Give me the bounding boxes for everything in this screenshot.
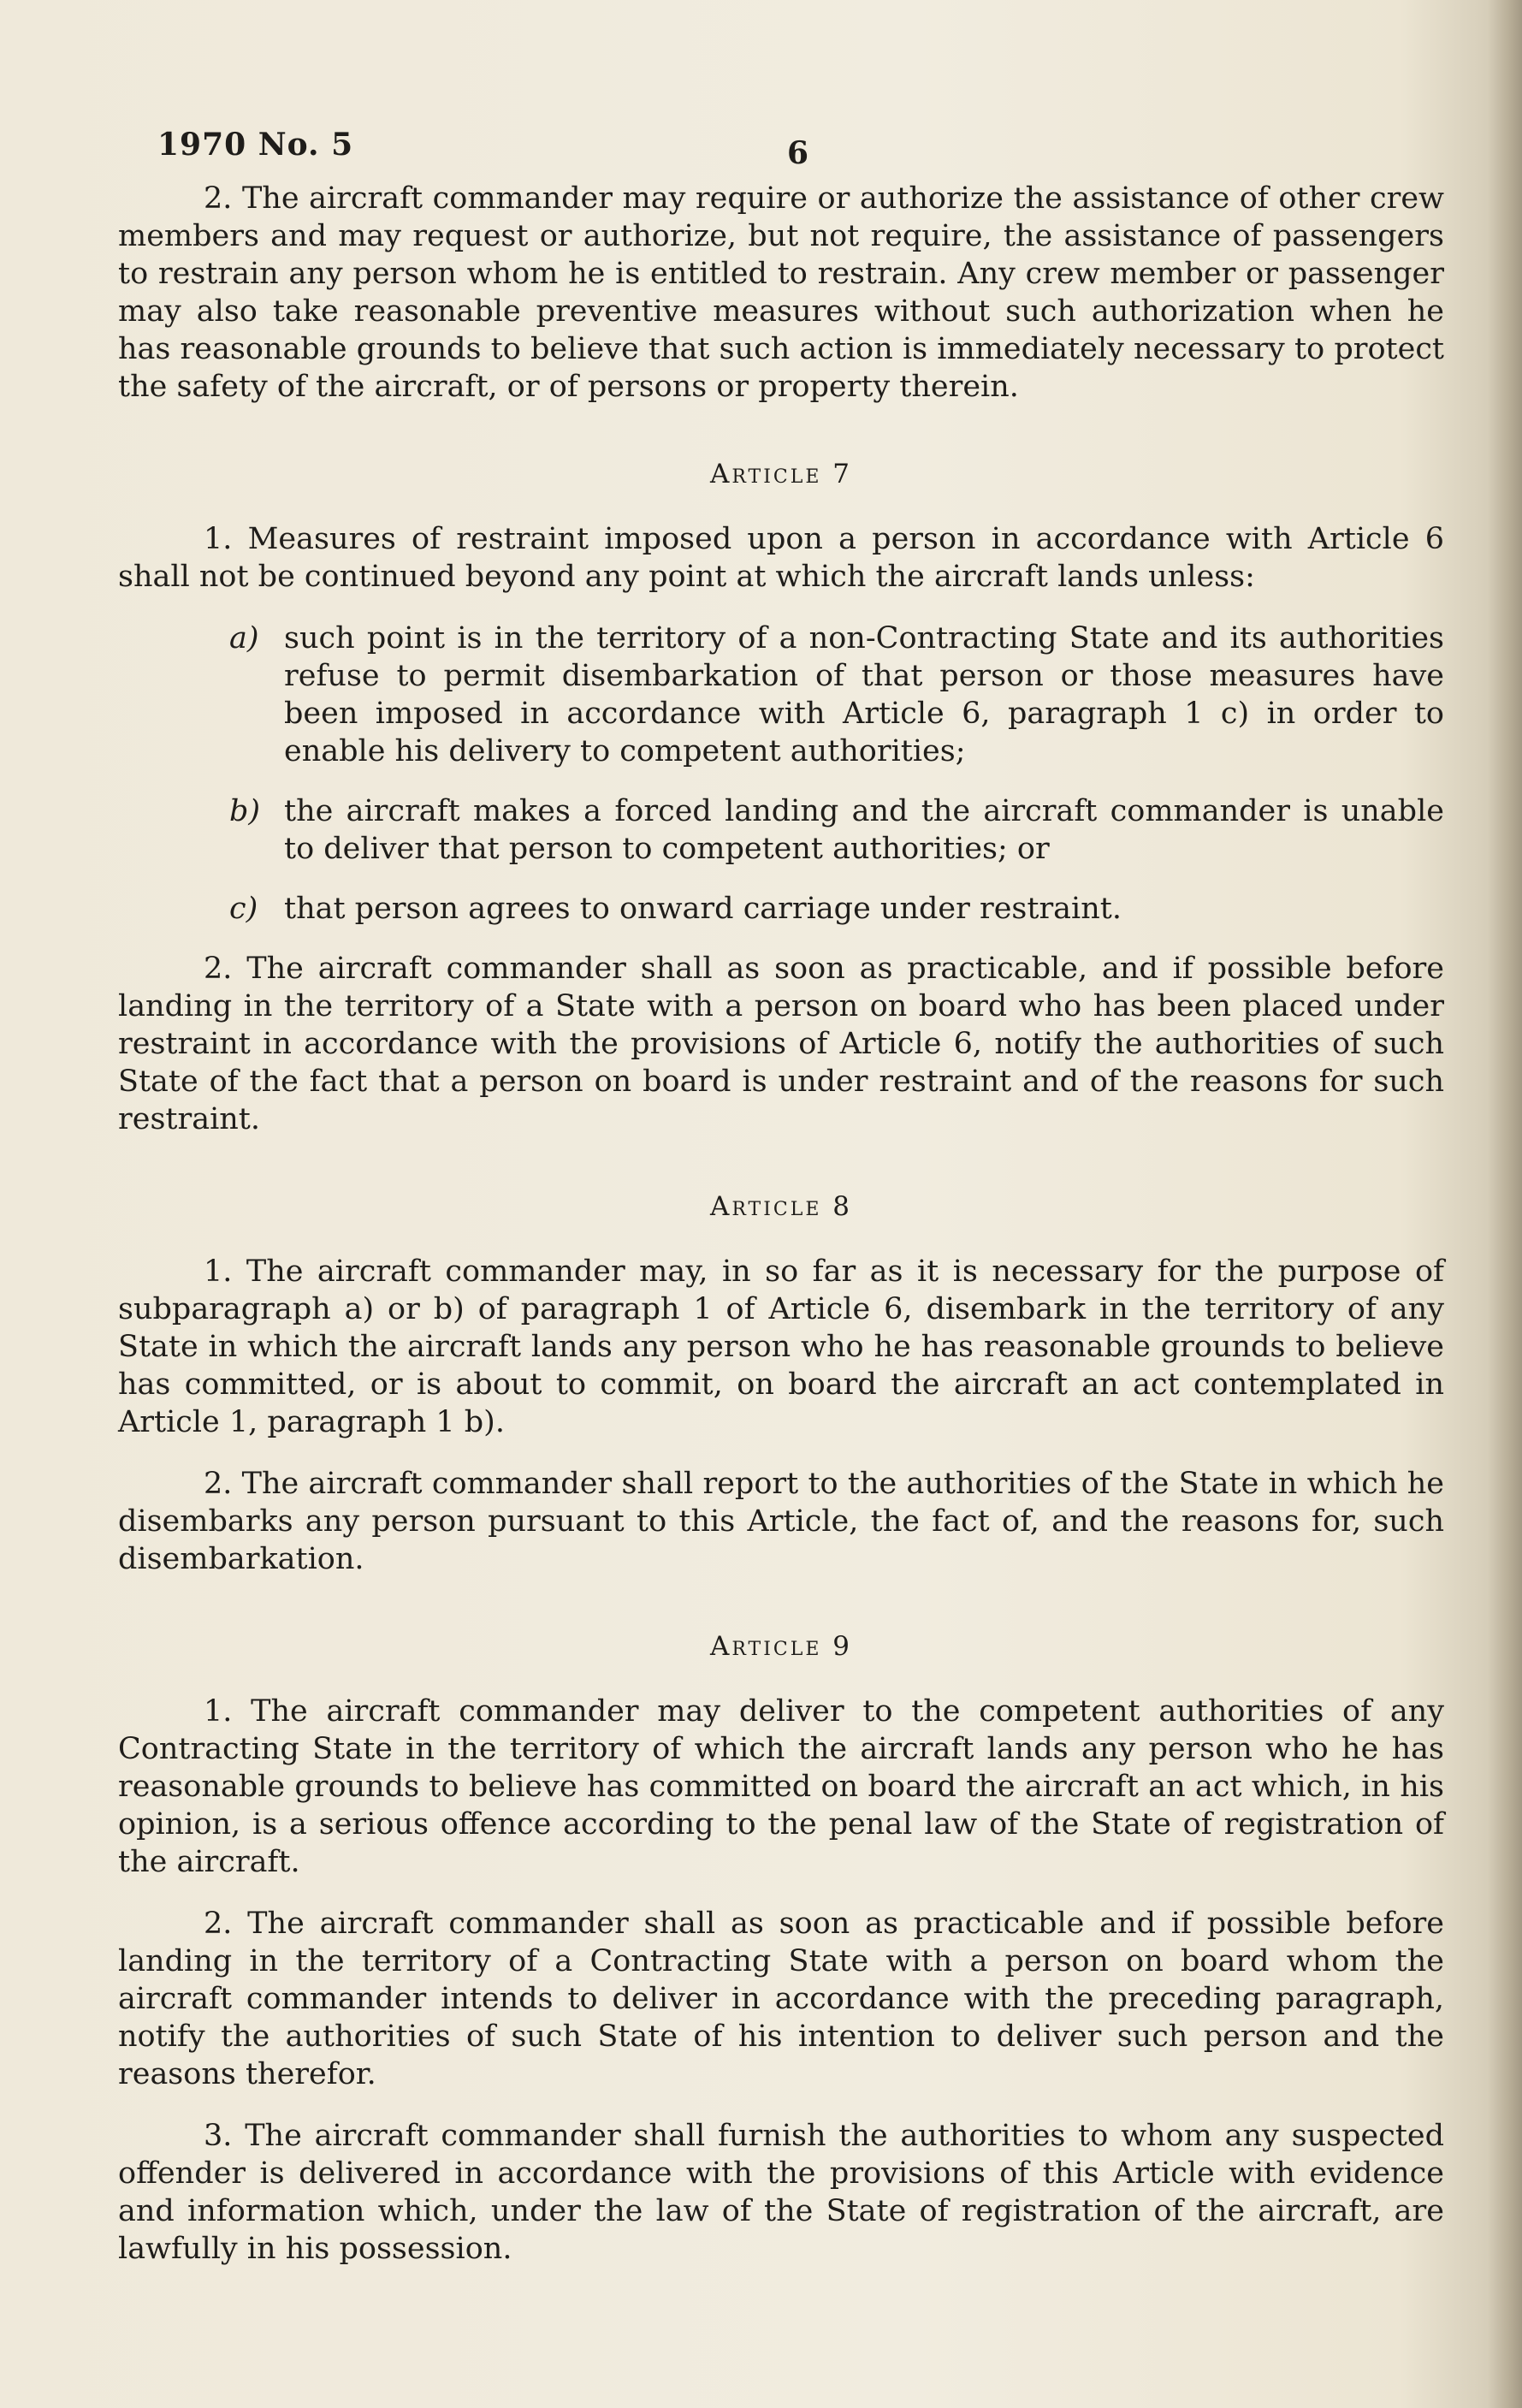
article-7-heading: Article 7 bbox=[709, 459, 852, 489]
subparagraph-label: c) bbox=[229, 892, 258, 926]
paragraph-9-1: 1. The aircraft commander may deliver to the competent authorities of any Contracting State in the territory of which the aircraft lands any person who he has reasonable grounds to believe has committed on board the aircraft an act which, in his opinion, is a serious offence according to the penal law of the State of registration of the aircraft. bbox=[118, 1694, 1444, 1879]
paragraph-7-2: 2. The aircraft commander shall as soon as practicable, and if possible before landing in the territory of a State with a person on board who has been placed under restraint in accordance with the provisions of Article 6, notify the authorities of such State of the fact that a person on board is under restraint and of the reasons for such restraint. bbox=[118, 952, 1444, 1136]
subparagraph-7-1-c bbox=[118, 890, 1444, 928]
page-header bbox=[118, 120, 1444, 180]
paragraph-8-2: 2. The aircraft commander shall report to the authorities of the State in which he disembarks any person pursuant to this Article, the fact of, and the reasons for, such disembarkation. bbox=[118, 1467, 1444, 1576]
paragraph-6-2: 2. The aircraft commander may require or authorize the assistance of other crew members and may request or authorize, but not require, the assistance of passengers to restrain any person whom he is entitled to restrain. Any crew member or passenger may also take reasonable preventive measures without such authorization when he has reasonable grounds to believe that such action is immediately necessary to protect the safety of the aircraft, or of persons or property therein. bbox=[118, 181, 1444, 404]
subparagraph-text: the aircraft makes a forced landing and the aircraft commander is unable to deliver that person to competent authorities; or bbox=[284, 794, 1444, 866]
subparagraph-7-1-b bbox=[118, 792, 1444, 868]
article-9-heading: Article 9 bbox=[709, 1631, 852, 1662]
page-binding-shadow bbox=[1488, 0, 1522, 2408]
subparagraph-label: b) bbox=[229, 794, 261, 828]
page-content bbox=[118, 120, 1444, 2292]
paragraph-8-1: 1. The aircraft commander may, in so far as it is necessary for the purpose of subparagraph a) or b) of paragraph 1 of Article 6, disembark in the territory of any State in which the aircraft lands any person who he has reasonable grounds to believe has committed, or is about to commit, on board the aircraft an act contemplated in Article 1, paragraph 1 b). bbox=[118, 1254, 1444, 1439]
subparagraph-text: such point is in the territory of a non-Contracting State and its authorities refuse to permit disembarkation of that person or those measures have been imposed in accordance with Article 6, paragraph 1 c) in order to enable his delivery to competent authorities; bbox=[284, 621, 1444, 768]
document-reference: 1970 No. 5 bbox=[157, 127, 354, 163]
paragraph-9-2: 2. The aircraft commander shall as soon as practicable and if possible before landing in the territory of a Contracting State with a person on board whom the aircraft commander intends to deliver in accordance with the preceding paragraph, notify the authorities of such State of his intention to deliver such person and the reasons therefor. bbox=[118, 1907, 1444, 2091]
paragraph-9-3: 3. The aircraft commander shall furnish the authorities to whom any suspected offender is delivered in accordance with the provisions of this Article with evidence and information which, under the law of the State of registration of the aircraft, are lawfully in his possession. bbox=[118, 2119, 1444, 2266]
page-number: 6 bbox=[787, 135, 810, 171]
subparagraph-text: that person agrees to onward carriage under restraint. bbox=[284, 892, 1122, 926]
subparagraph-7-1-a bbox=[118, 620, 1444, 770]
article-8-heading: Article 8 bbox=[709, 1191, 852, 1222]
subparagraph-label: a) bbox=[229, 621, 259, 655]
paragraph-7-1: 1. Measures of restraint imposed upon a person in accordance with Article 6 shall not be continued beyond any point at which the aircraft lands unless: bbox=[118, 522, 1444, 594]
